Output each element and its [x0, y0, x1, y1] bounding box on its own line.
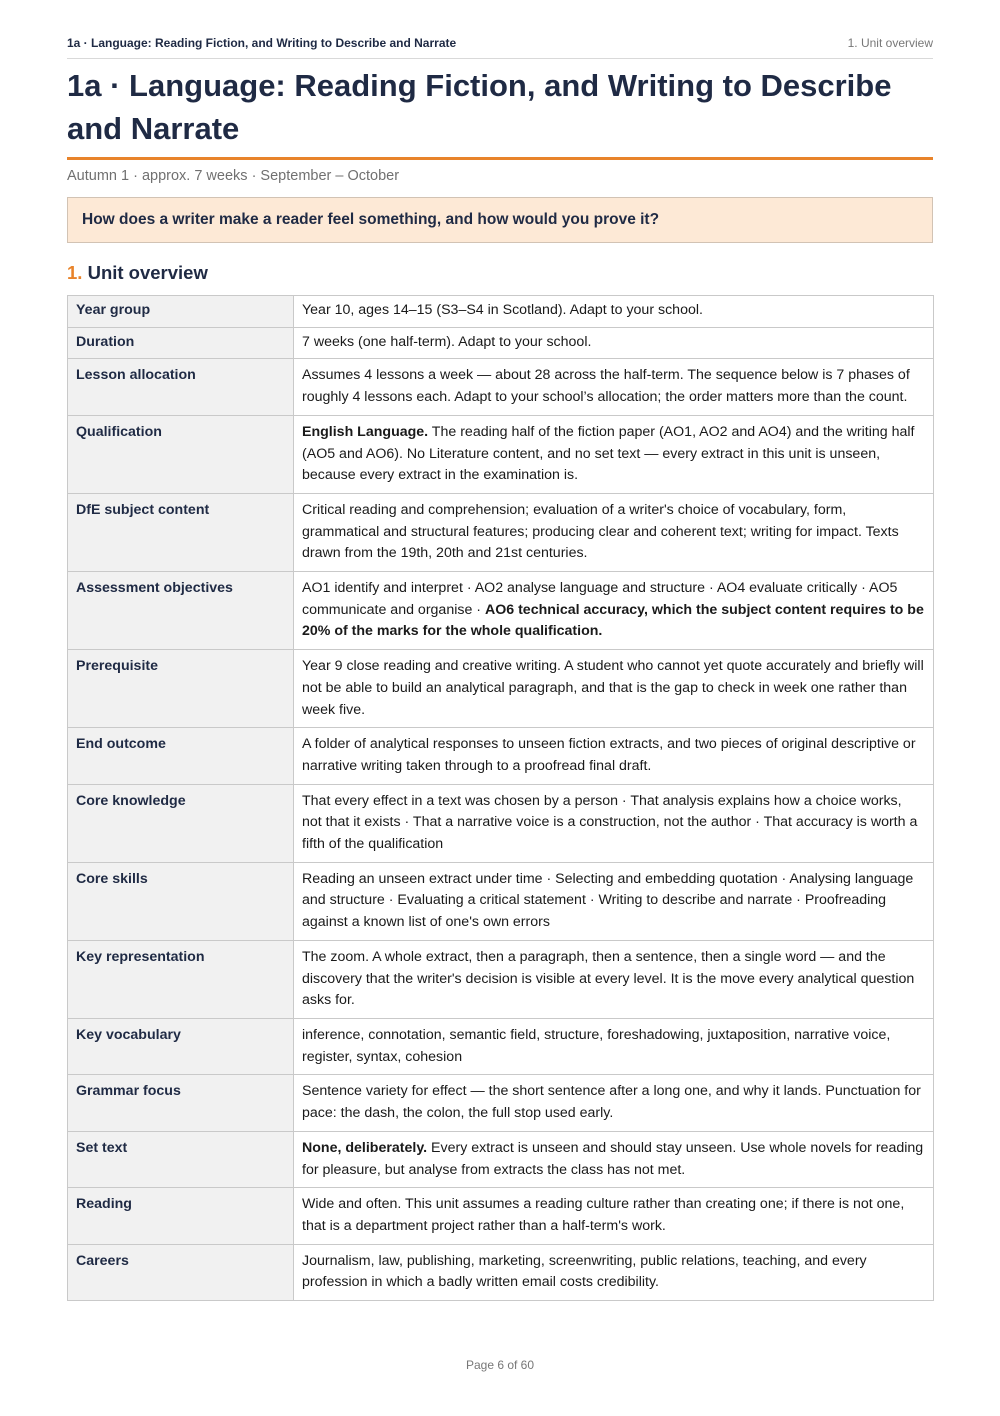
title-divider	[67, 157, 933, 160]
row-label: Careers	[68, 1244, 294, 1300]
row-label: DfE subject content	[68, 493, 294, 571]
row-value: Assumes 4 lessons a week — about 28 across the half-term. The sequence below is 7 phases of roughly 4 lessons each. Adapt to your school’s allocation; the order matters more than the count.	[294, 359, 934, 415]
table-row	[68, 862, 934, 940]
row-value: inference, connotation, semantic field, structure, foreshadowing, juxtaposition, narrative voice, register, syntax, cohesion	[294, 1018, 934, 1074]
table-row	[68, 327, 934, 359]
row-label: Set text	[68, 1131, 294, 1187]
table-row	[68, 784, 934, 862]
table-row	[68, 1131, 934, 1187]
running-header-section: 1. Unit overview	[847, 36, 933, 50]
table-row	[68, 415, 934, 493]
row-value	[294, 572, 934, 650]
section-number: 1.	[67, 262, 83, 283]
row-value: A folder of analytical responses to unseen fiction extracts, and two pieces of original descriptive or narrative writing taken through to a proofread final draft.	[294, 728, 934, 784]
row-value-text: AO1 identify and interpret · AO2 analyse language and structure · AO4 evaluate critically · AO5 communicate and organise ·	[302, 580, 898, 618]
row-value: 7 weeks (one half-term). Adapt to your school.	[294, 327, 934, 359]
row-label: Core skills	[68, 862, 294, 940]
row-label: Assessment objectives	[68, 572, 294, 650]
row-label: Year group	[68, 296, 294, 328]
unit-timing: Autumn 1 · approx. 7 weeks · September – October	[67, 168, 400, 184]
section-heading	[67, 262, 208, 284]
row-value: Year 10, ages 14–15 (S3–S4 in Scotland). Adapt to your school.	[294, 296, 934, 328]
row-value-emphasis: AO6 technical accuracy, which the subject content requires to be 20% of the marks for the whole qualification.	[302, 601, 924, 640]
table-row	[68, 1018, 934, 1074]
section-title: Unit overview	[87, 262, 208, 283]
row-label: Key representation	[68, 940, 294, 1018]
row-value: That every effect in a text was chosen by a person · That analysis explains how a choice works, not that it exists · That a narrative voice is a construction, not the author · That accuracy is worth a fifth of the qualification	[294, 784, 934, 862]
table-row	[68, 1244, 934, 1300]
key-question-text: How does a writer make a reader feel something, and how would you prove it?	[82, 211, 660, 228]
row-label: Duration	[68, 327, 294, 359]
table-row	[68, 728, 934, 784]
table-row	[68, 493, 934, 571]
table-row	[68, 1188, 934, 1244]
row-value	[294, 415, 934, 493]
row-label: End outcome	[68, 728, 294, 784]
row-label: Reading	[68, 1188, 294, 1244]
key-question-callout	[67, 197, 933, 243]
row-label: Core knowledge	[68, 784, 294, 862]
page-title: 1a · Language: Reading Fiction, and Writing to Describe and Narrate	[67, 68, 892, 146]
row-label: Key vocabulary	[68, 1018, 294, 1074]
row-value: The zoom. A whole extract, then a paragraph, then a sentence, then a single word — and the discovery that the writer's decision is visible at every level. It is the move every analytical question asks for.	[294, 940, 934, 1018]
running-header-title: 1a · Language: Reading Fiction, and Writing to Describe and Narrate	[67, 36, 457, 50]
row-value: Journalism, law, publishing, marketing, screenwriting, public relations, teaching, and every profession in which a badly written email costs credibility.	[294, 1244, 934, 1300]
row-value	[294, 1131, 934, 1187]
row-label: Lesson allocation	[68, 359, 294, 415]
table-row	[68, 650, 934, 728]
table-row	[68, 572, 934, 650]
table-row	[68, 359, 934, 415]
unit-overview-table	[67, 295, 934, 1301]
table-row	[68, 296, 934, 328]
row-value: Wide and often. This unit assumes a reading culture rather than creating one; if there is not one, that is a department project rather than a half-term's work.	[294, 1188, 934, 1244]
row-value-emphasis: None, deliberately.	[302, 1139, 428, 1156]
row-value: Critical reading and comprehension; evaluation of a writer's choice of vocabulary, form, grammatical and structural features; producing clear and coherent text; writing for impact. Texts drawn from the 19th, 20th and 21st centuries.	[294, 493, 934, 571]
table-row	[68, 1075, 934, 1131]
running-header	[67, 36, 933, 59]
row-label: Qualification	[68, 415, 294, 493]
row-label: Grammar focus	[68, 1075, 294, 1131]
page-number: Page 6 of 60	[465, 1358, 535, 1372]
row-value: Sentence variety for effect — the short sentence after a long one, and why it lands. Punctuation for pace: the dash, the colon, the full stop used early.	[294, 1075, 934, 1131]
row-value: Year 9 close reading and creative writing. A student who cannot yet quote accurately and briefly will not be able to build an analytical paragraph, and that is the gap to check in week one rather than week five.	[294, 650, 934, 728]
table-row	[68, 940, 934, 1018]
row-label: Prerequisite	[68, 650, 294, 728]
row-value-text: Every extract is unseen and should stay unseen. Use whole novels for reading for pleasure, but analyse from extracts the class has not met.	[302, 1139, 924, 1178]
row-value-text: The reading half of the fiction paper (AO1, AO2 and AO4) and the writing half (AO5 and AO6). No Literature content, and no set text — every extract in this unit is unseen, because every extract in the examination is.	[302, 423, 915, 484]
row-value: Reading an unseen extract under time · Selecting and embedding quotation · Analysing language and structure · Evaluating a critical statement · Writing to describe and narrate · Proofreading against a known list of one's own errors	[294, 862, 934, 940]
row-value-emphasis: English Language.	[302, 423, 429, 440]
